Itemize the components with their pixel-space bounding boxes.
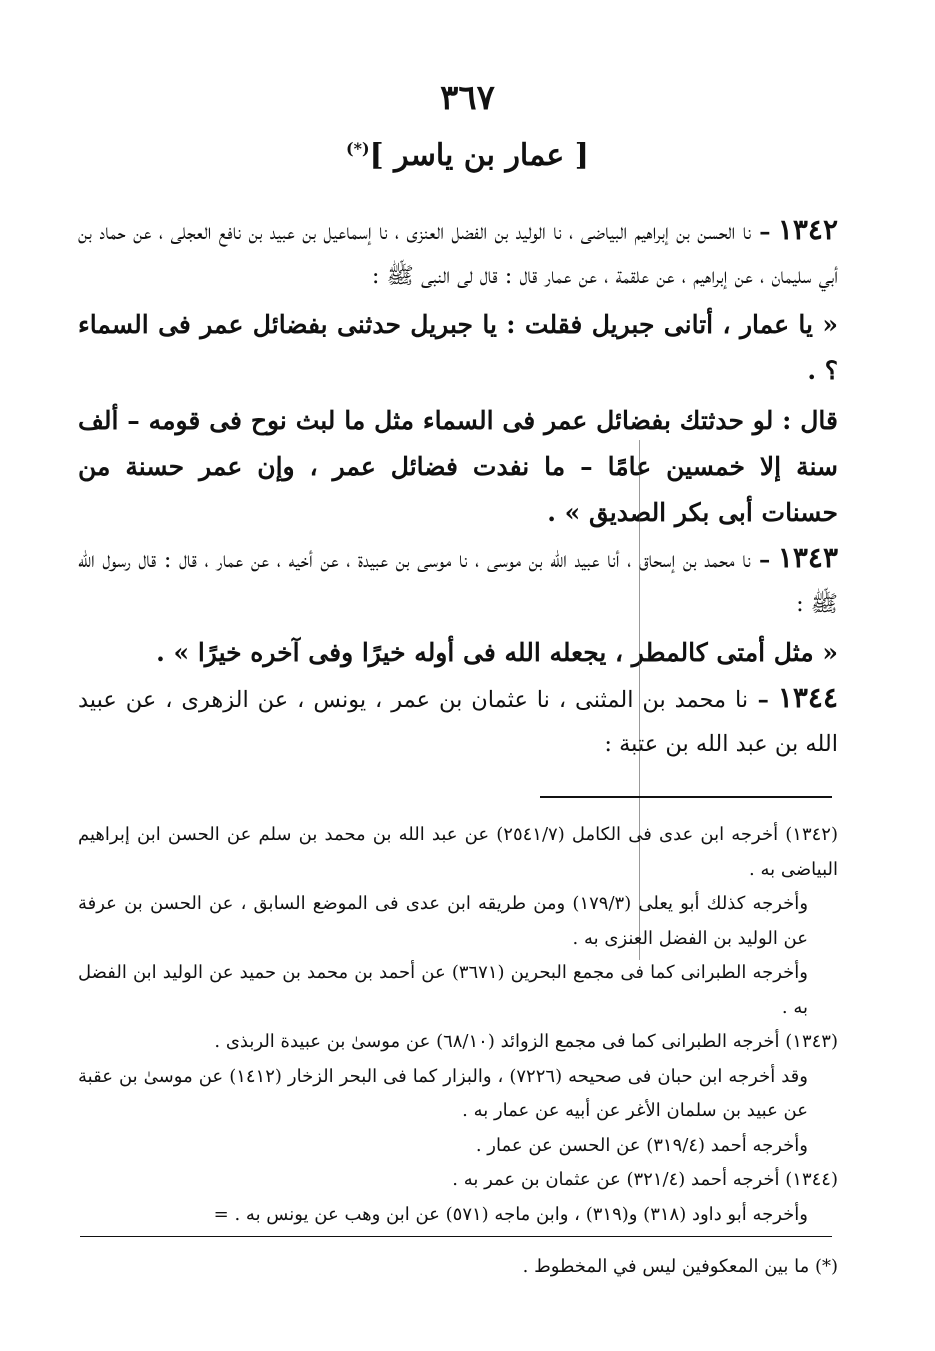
footnote-separator	[80, 1236, 832, 1237]
note-line: وأخرجه كذلك أبو يعلى (١٧٩/٣) ومن طريقه ابن عدى فى الموضع السابق ، عن الحسن بن عرفة عن الوليد بن الفضل العنزى به .	[78, 893, 809, 949]
takhrij-notes	[78, 818, 838, 1232]
number-dash: –	[748, 687, 769, 713]
hadith-number: ١٣٤٤	[777, 681, 838, 714]
number-dash: –	[750, 547, 771, 573]
notes-separator	[540, 796, 832, 798]
footnote: (*) ما بين المعكوفين ليس في المخطوط .	[522, 1256, 838, 1277]
number-dash: –	[751, 219, 771, 245]
hadith-matn-3: « مثل أمتى كالمطر ، يجعله الله فى أوله خيرًا وفى آخره خيرًا » .	[156, 638, 838, 667]
page-number: ٣٦٧	[440, 78, 495, 118]
hadith-matn-1: « يا عمار ، أتانى جبريل فقلت : يا جبريل حدثنى بفضائل عمر فى السماء ؟ .	[78, 310, 838, 385]
isnad-text: نا محمد بن المثنى ، نا عثمان بن عمر ، يونس ، عن الزهرى ، عن عبيد الله بن عبد الله بن عتبة :	[78, 687, 838, 757]
note-line: وأخرجه أبو داود (٣١٨) و(٣١٩) ، وابن ماجه (٥٧١) عن ابن وهب عن يونس به . =	[213, 1203, 808, 1225]
note-line: وأخرجه أحمد (٣١٩/٤) عن الحسن عن عمار .	[475, 1134, 808, 1156]
hadith-paragraph-1343	[78, 536, 838, 626]
hadith-paragraph-1344	[78, 676, 838, 766]
hadith-paragraph-1342	[78, 208, 838, 298]
hadith-matn-2: قال : لو حدثتك بفضائل عمر فى السماء مثل ما لبث نوح فى قومه – ألف سنة إلا خمسين عامًا – ما نفدت فضائل عمر ، وإن عمر حسنة من حسنات أبى بكر الصديق » .	[78, 406, 838, 527]
section-title-text: [ عمار بن ياسر ]	[369, 138, 589, 173]
note-line: (١٣٤٤) أخرجه أحمد (٣٢١/٤) عن عثمان بن عمر به .	[452, 1169, 838, 1190]
section-title	[0, 138, 935, 173]
hadith-number: ١٣٤٢	[777, 213, 838, 246]
title-footnote-marker: (*)	[346, 139, 370, 158]
note-line: (١٣٤٣) أخرجه الطبرانى كما فى مجمع الزوائد (٦٨/١٠) عن موسىٰ بن عبيدة الربذى .	[214, 1031, 838, 1052]
main-text	[78, 208, 838, 766]
isnad-text: نا محمد بن إسحاق ، أنا عبيد الله بن موسى ، نا موسى بن عبيدة ، عن أخيه ، عن عمار ، قال : قال رسول الله ﷺ :	[78, 547, 838, 617]
isnad-text: نا الحسن بن إبراهيم البياضى ، نا الوليد بن الفضل العنزى ، نا إسماعيل بن عبيد بن نافع العجلى ، عن حماد بن أبي سليمان ، عن إبراهيم ، عن علقمة ، عن عمار قال : قال لى النبى ﷺ :	[78, 219, 838, 289]
note-line: وقد أخرجه ابن حبان فى صحيحه (٧٢٢٦) ، والبزار كما فى البحر الزخار (١٤١٢) عن موسىٰ بن عقبة عن عبيد بن سلمان الأغر عن أبيه عن عمار به .	[78, 1065, 808, 1121]
hadith-number: ١٣٤٣	[777, 541, 838, 574]
note-line: (١٣٤٢) أخرجه ابن عدى فى الكامل (٢٥٤١/٧) عن عبد الله بن محمد بن سلم عن الحسن ابن إبراهيم البياضى به .	[78, 824, 838, 880]
note-line: وأخرجه الطبرانى كما فى مجمع البحرين (٣٦٧١) عن أحمد بن محمد بن حميد عن الوليد ابن الفضل به .	[78, 962, 808, 1018]
